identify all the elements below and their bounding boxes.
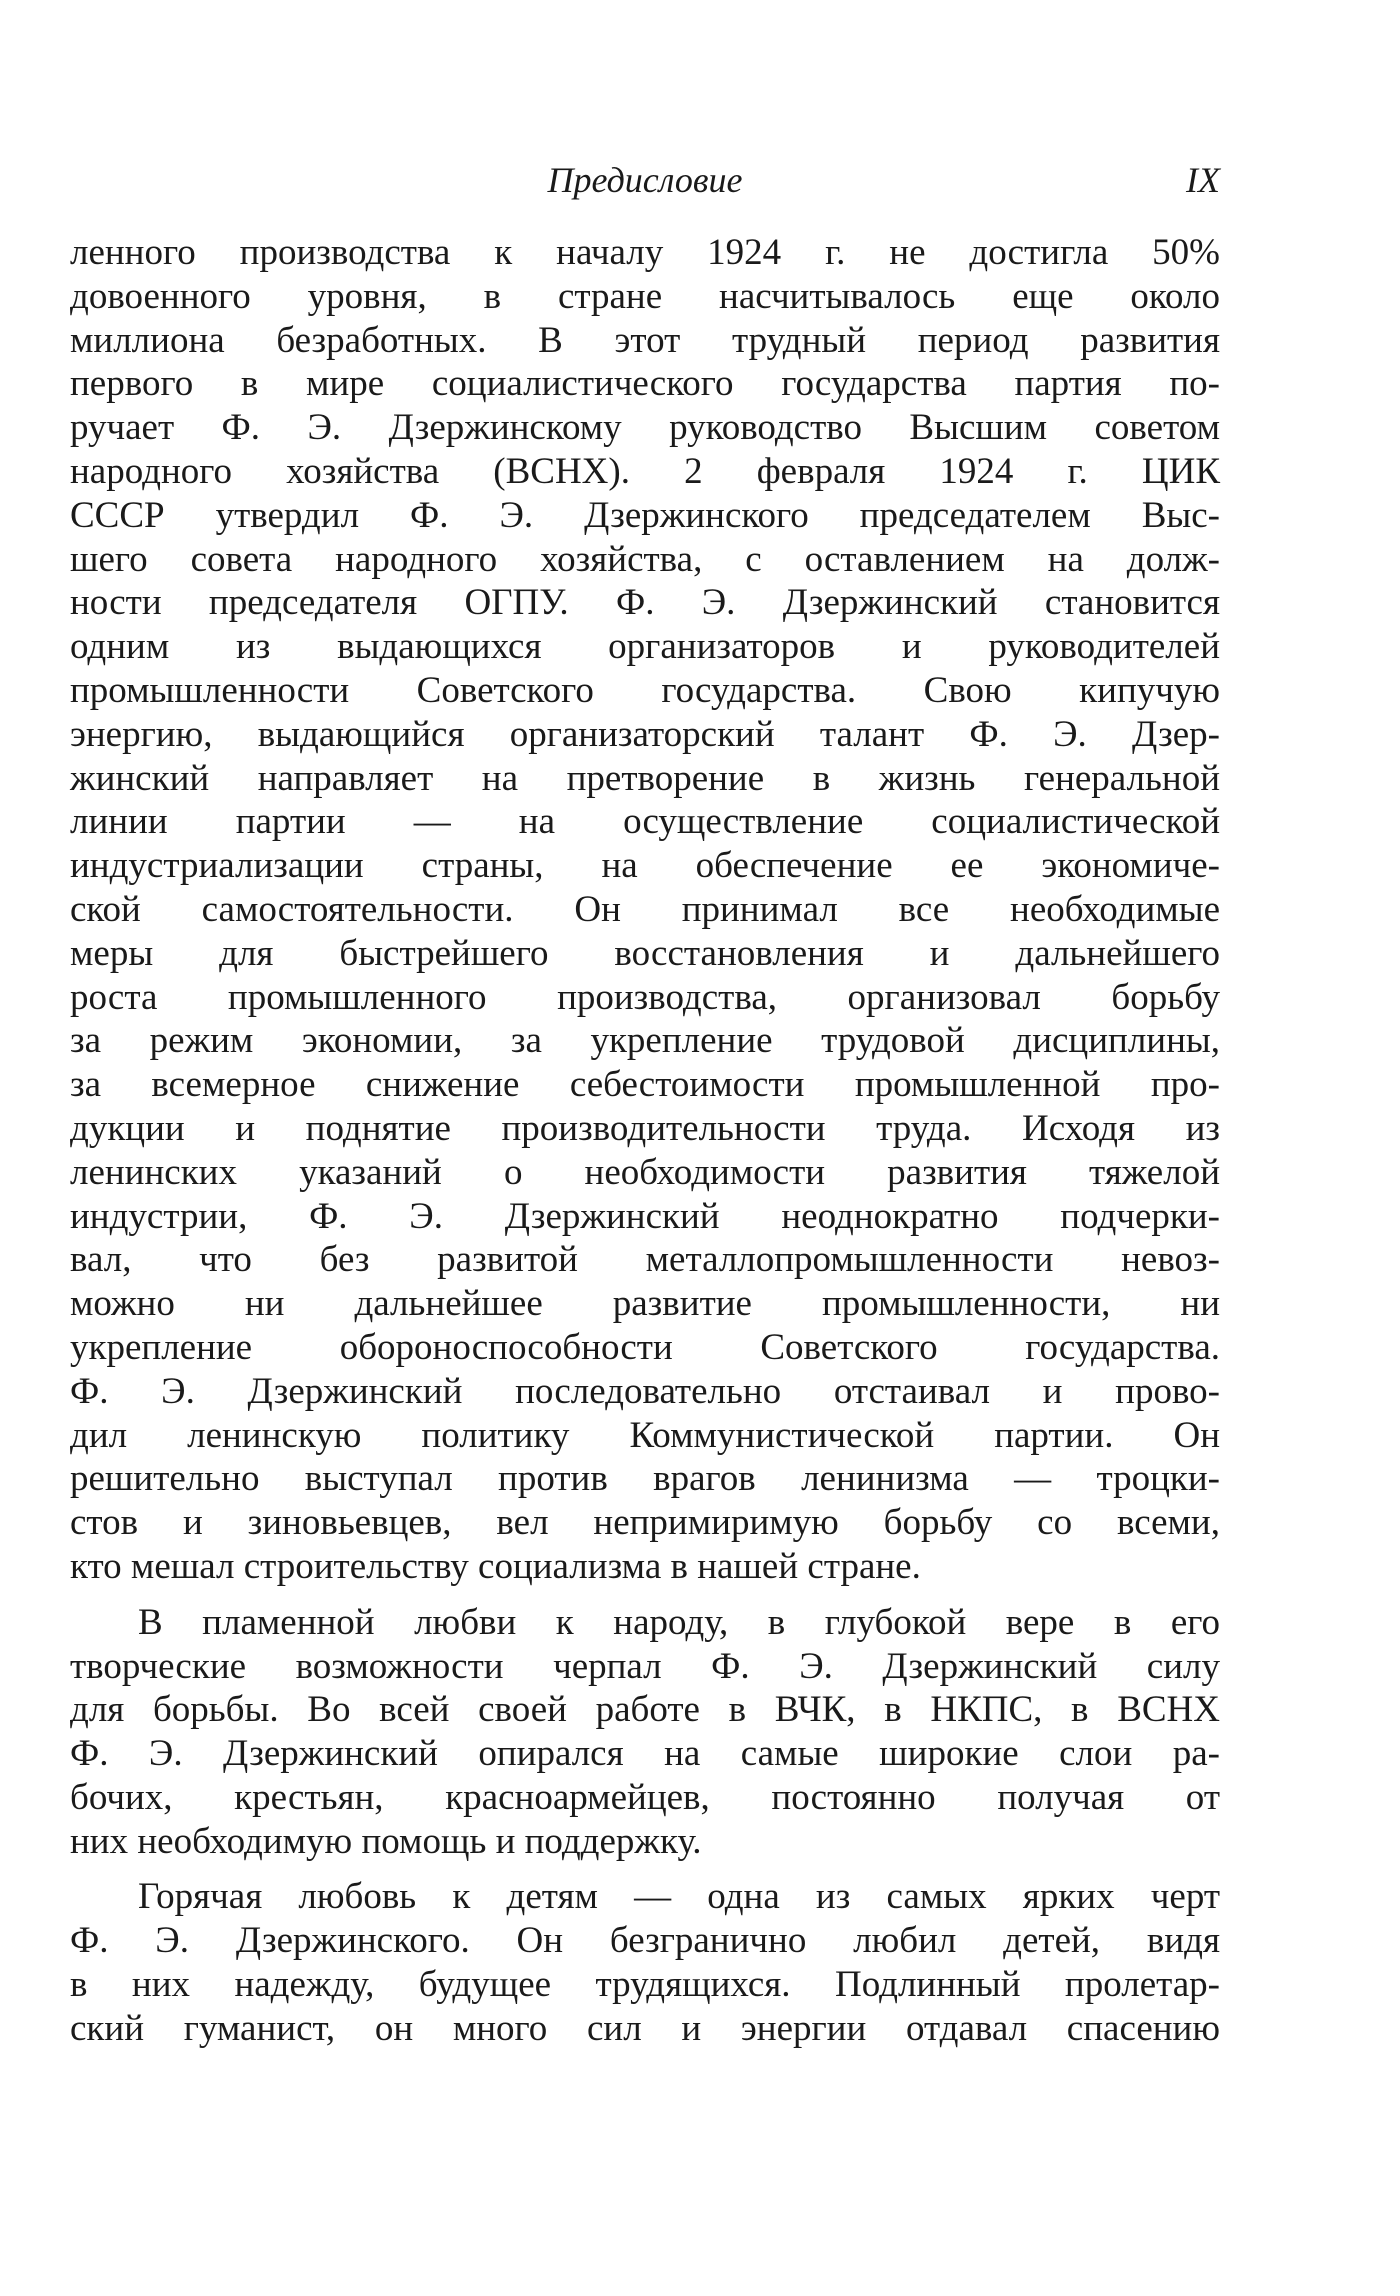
text-line: шего совета народного хозяйства, с оставлением на долж- bbox=[70, 538, 1220, 580]
text-line: одним из выдающихся организаторов и руководителей bbox=[70, 626, 1220, 668]
text-line: вал, что без развитой металлопромышленности невоз- bbox=[70, 1239, 1220, 1281]
text-line: ленного производства к началу 1924 г. не достигла 50% bbox=[70, 232, 1220, 273]
text-line: промышленности Советского государства. Свою кипучую bbox=[70, 669, 1220, 711]
text-line: можно ни дальнейшее развитие промышленности, ни bbox=[70, 1283, 1220, 1325]
book-page bbox=[70, 150, 1220, 2051]
text-line: роста промышленного производства, организовал борьбу bbox=[70, 976, 1220, 1018]
text-line: ский гуманист, он много сил и энергии отдавал спасению bbox=[70, 2007, 1220, 2049]
running-head bbox=[70, 150, 1220, 210]
text-line: в них надежду, будущее трудящихся. Подлинный пролетар- bbox=[70, 1964, 1220, 2006]
text-line: дил ленинскую политику Коммунистической партии. Он bbox=[70, 1414, 1220, 1456]
text-line: миллиона безработных. В этот трудный период развития bbox=[70, 319, 1220, 361]
text-line: за режим экономии, за укрепление трудовой дисциплины, bbox=[70, 1020, 1220, 1062]
body-text bbox=[70, 231, 1220, 2051]
paragraph-3 bbox=[70, 1875, 1220, 2050]
text-line: линии партии — на осуществление социалистической bbox=[70, 801, 1220, 843]
text-line: жинский направляет на претворение в жизнь генеральной bbox=[70, 757, 1220, 799]
text-line: ности председателя ОГПУ. Ф. Э. Дзержинский становится bbox=[70, 582, 1220, 624]
running-head-title: Предисловие bbox=[547, 160, 743, 200]
text-line: Ф. Э. Дзержинского. Он безгранично любил детей, видя bbox=[70, 1920, 1220, 1962]
text-line: для борьбы. Во всей своей работе в ВЧК, в НКПС, в ВСНХ bbox=[70, 1689, 1220, 1731]
text-line: дукции и поднятие производительности труда. Исходя из bbox=[70, 1107, 1220, 1149]
text-line: творческие возможности черпал Ф. Э. Дзержинский силу bbox=[70, 1645, 1220, 1687]
text-line: решительно выступал против врагов ленинизма — троцки- bbox=[70, 1458, 1220, 1500]
text-line: СССР утвердил Ф. Э. Дзержинского председателем Выс- bbox=[70, 494, 1220, 536]
text-line: довоенного уровня, в стране насчитывалось еще около bbox=[70, 275, 1220, 317]
text-line: ской самостоятельности. Он принимал все необходимые bbox=[70, 888, 1220, 930]
text-line: ручает Ф. Э. Дзержинскому руководство Высшим советом bbox=[70, 407, 1220, 449]
text-line: индустриализации страны, на обеспечение ее экономиче- bbox=[70, 845, 1220, 887]
text-line: за всемерное снижение себестоимости промышленной про- bbox=[70, 1064, 1220, 1106]
text-line: Горячая любовь к детям — одна из самых ярких черт bbox=[138, 1876, 1220, 1918]
paragraph-1 bbox=[70, 231, 1220, 1589]
text-line: стов и зиновьевцев, вел непримиримую борьбу со всеми, bbox=[70, 1502, 1220, 1544]
text-line: них необходимую помощь и поддержку. bbox=[70, 1820, 702, 1862]
text-line: укрепление обороноспособности Советского государства. bbox=[70, 1326, 1220, 1368]
text-line: бочих, крестьян, красноармейцев, постоянно получая от bbox=[70, 1776, 1220, 1818]
text-line: энергию, выдающийся организаторский талант Ф. Э. Дзер- bbox=[70, 713, 1220, 755]
text-line: меры для быстрейшего восстановления и дальнейшего bbox=[70, 932, 1220, 974]
text-line: В пламенной любви к народу, в глубокой вере в его bbox=[138, 1601, 1220, 1643]
page-number: IX bbox=[1186, 160, 1220, 200]
text-line: Ф. Э. Дзержинский опирался на самые широкие слои ра- bbox=[70, 1733, 1220, 1775]
text-line: народного хозяйства (ВСНХ). 2 февраля 1924 г. ЦИК bbox=[70, 450, 1220, 492]
text-line: первого в мире социалистического государства партия по- bbox=[70, 363, 1220, 405]
text-line: Ф. Э. Дзержинский последовательно отстаивал и прово- bbox=[70, 1370, 1220, 1412]
text-line: ленинских указаний о необходимости развития тяжелой bbox=[70, 1151, 1220, 1193]
text-line: индустрии, Ф. Э. Дзержинский неоднократно подчерки- bbox=[70, 1195, 1220, 1237]
paragraph-2 bbox=[70, 1601, 1220, 1864]
text-line: кто мешал строительству социализма в нашей стране. bbox=[70, 1545, 921, 1587]
